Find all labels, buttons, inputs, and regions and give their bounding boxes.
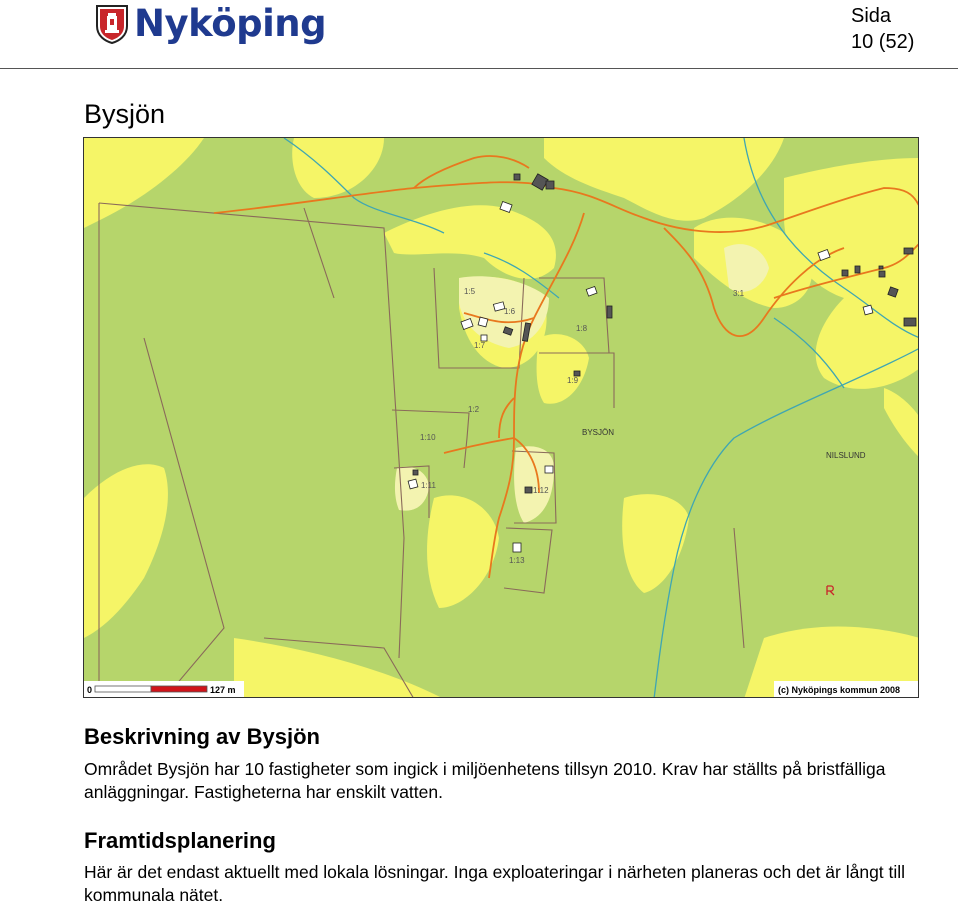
map-label-1-12: 1:12 bbox=[533, 486, 549, 495]
map-label-1-11: 1:11 bbox=[421, 481, 436, 490]
planning-text: Här är det endast aktuellt med lokala lösningar. Inga exploateringar i närheten planeras och det är långt till kommunala nätet. bbox=[84, 862, 906, 905]
map-label-1-7: 1:7 bbox=[474, 341, 486, 350]
map-label-1-2: 1:2 bbox=[468, 405, 480, 414]
map-label-1-8: 1:8 bbox=[576, 324, 588, 333]
map-place-bysjon: BYSJÖN bbox=[582, 428, 615, 437]
map-label-1-6: 1:6 bbox=[504, 307, 516, 316]
map-label-1-10: 1:10 bbox=[420, 433, 436, 442]
page-number: 10 (52) bbox=[851, 31, 915, 53]
map-copyright: (c) Nyköpings kommun 2008 bbox=[778, 685, 901, 695]
description-heading: Beskrivning av Bysjön bbox=[84, 724, 320, 749]
map-label-1-9: 1:9 bbox=[567, 376, 579, 385]
map-label-1-5: 1:5 bbox=[464, 287, 476, 296]
map-place-nilslund: NILSLUND bbox=[826, 451, 866, 460]
scale-start-label: 0 bbox=[87, 685, 93, 695]
description-text: Området Bysjön har 10 fastigheter som ingick i miljöenhetens tillsyn 2010. Krav har ställts på bristfälliga anläggningar. Fastigheterna har enskilt vatten. bbox=[84, 759, 886, 802]
map-canvas bbox=[84, 138, 919, 698]
coat-of-arms-icon bbox=[95, 4, 129, 44]
page-label: Sida bbox=[851, 5, 892, 27]
page-header bbox=[0, 0, 960, 70]
map-label-3-1: 3:1 bbox=[733, 289, 745, 298]
logo-wordmark: Nyköping bbox=[134, 2, 327, 45]
scale-bar bbox=[84, 681, 244, 698]
scale-end-label: 127 m bbox=[210, 685, 236, 695]
planning-heading: Framtidsplanering bbox=[84, 828, 276, 853]
map-label-1-13: 1:13 bbox=[509, 556, 525, 565]
page-title: Bysjön bbox=[84, 99, 166, 129]
map bbox=[83, 137, 919, 698]
header-divider bbox=[0, 68, 958, 69]
